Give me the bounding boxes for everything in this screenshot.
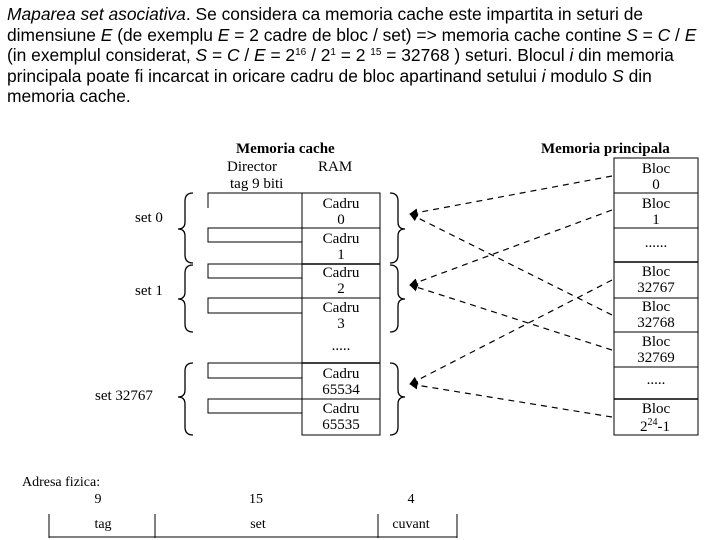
text-run: (in exemplul considerat, — [7, 45, 196, 66]
field-bits: 4 — [407, 492, 415, 507]
block-label: Bloc — [641, 334, 671, 350]
block-label: Bloc — [641, 196, 671, 212]
set-label: set 0 — [135, 210, 163, 226]
text-run: / 2 — [306, 45, 331, 66]
frame-label: Cadru — [322, 265, 360, 281]
exponent: 1 — [330, 47, 336, 59]
var-e: E — [254, 45, 266, 66]
block-number: 32769 — [637, 350, 675, 366]
tag-bits-label: tag 9 biti — [230, 176, 284, 192]
var-s: S — [626, 24, 638, 45]
field-name: cuvant — [392, 517, 430, 532]
var-i: i — [541, 65, 546, 86]
var-c: C — [226, 45, 240, 66]
frame-number: 2 — [337, 281, 345, 297]
frame-label: Cadru — [322, 231, 360, 247]
director-label: Director — [227, 159, 277, 175]
ram-label: RAM — [318, 159, 353, 175]
text-run: = — [637, 24, 658, 45]
exponent: 15 — [370, 47, 382, 59]
frame-label: Cadru — [322, 196, 360, 212]
text-run: / — [670, 24, 685, 45]
text-run: (de exemplu — [112, 24, 218, 45]
text-run: = 2 — [265, 45, 296, 66]
field-bits: 15 — [249, 492, 263, 507]
main-memory-title: Memoria principala — [541, 141, 670, 157]
text-run: = 32768 ) seturi. Blocul — [381, 45, 570, 66]
field-name: set — [250, 517, 266, 532]
text-run: / — [239, 45, 254, 66]
block-number: 0 — [652, 177, 660, 193]
block-number: 32768 — [637, 315, 675, 331]
address-title: Adresa fizica: — [22, 475, 101, 490]
set-label: set 32767 — [95, 388, 153, 404]
var-e: E — [217, 24, 230, 45]
text-run: din memoria principala poate fi incarcat in oricare cadru de bloc apartinand setului — [7, 45, 674, 86]
frame-number: 0 — [337, 212, 345, 228]
block-number: 32767 — [637, 280, 675, 296]
frame-ellipsis: ..... — [331, 338, 351, 354]
var-s: S — [195, 45, 208, 66]
set-braces-right — [390, 193, 405, 435]
field-name: tag — [94, 517, 112, 532]
text-run: din memoria cache. — [7, 65, 652, 107]
var-s: S — [612, 65, 624, 86]
block-label: Bloc — [641, 161, 671, 177]
frame-number: 65535 — [322, 417, 360, 433]
text-run: modulo — [545, 65, 613, 86]
block-label: Bloc — [641, 401, 671, 417]
frame-number: 65534 — [322, 382, 360, 398]
var-e: E — [100, 24, 113, 45]
var-e: E — [684, 24, 697, 45]
exponent: 16 — [295, 47, 307, 59]
field-bits: 9 — [94, 492, 102, 507]
text-run: = — [207, 45, 227, 66]
block-ellipsis: ..... — [646, 372, 666, 388]
var-i: i — [569, 45, 574, 66]
frame-label: Cadru — [322, 300, 360, 316]
cache-title: Memoria cache — [236, 141, 335, 157]
frame-label: Cadru — [322, 366, 360, 382]
paragraph-title: Maparea set asociativa — [7, 4, 186, 24]
frame-number: 1 — [337, 247, 345, 263]
set-label: set 1 — [135, 283, 163, 299]
block-ellipsis: ...... — [644, 235, 668, 251]
block-number: $2^{24}-1$ — [640, 417, 670, 435]
block-label: Bloc — [641, 264, 671, 280]
text-run: = 2 cadre de bloc / set) => memoria cache contine — [229, 24, 627, 45]
frame-label: Cadru — [322, 401, 360, 417]
set-braces-left — [178, 193, 193, 435]
block-label: Bloc — [641, 299, 671, 315]
mapping-arrows — [410, 176, 612, 417]
var-c: C — [657, 24, 671, 45]
frame-number: 3 — [337, 316, 345, 332]
text-run: . Se considera ca memoria cache este impartita in seturi de dimensiune — [7, 4, 644, 45]
directory-tag-entries — [208, 193, 302, 413]
block-number: 1 — [652, 212, 660, 228]
text-run: = 2 — [335, 45, 371, 66]
